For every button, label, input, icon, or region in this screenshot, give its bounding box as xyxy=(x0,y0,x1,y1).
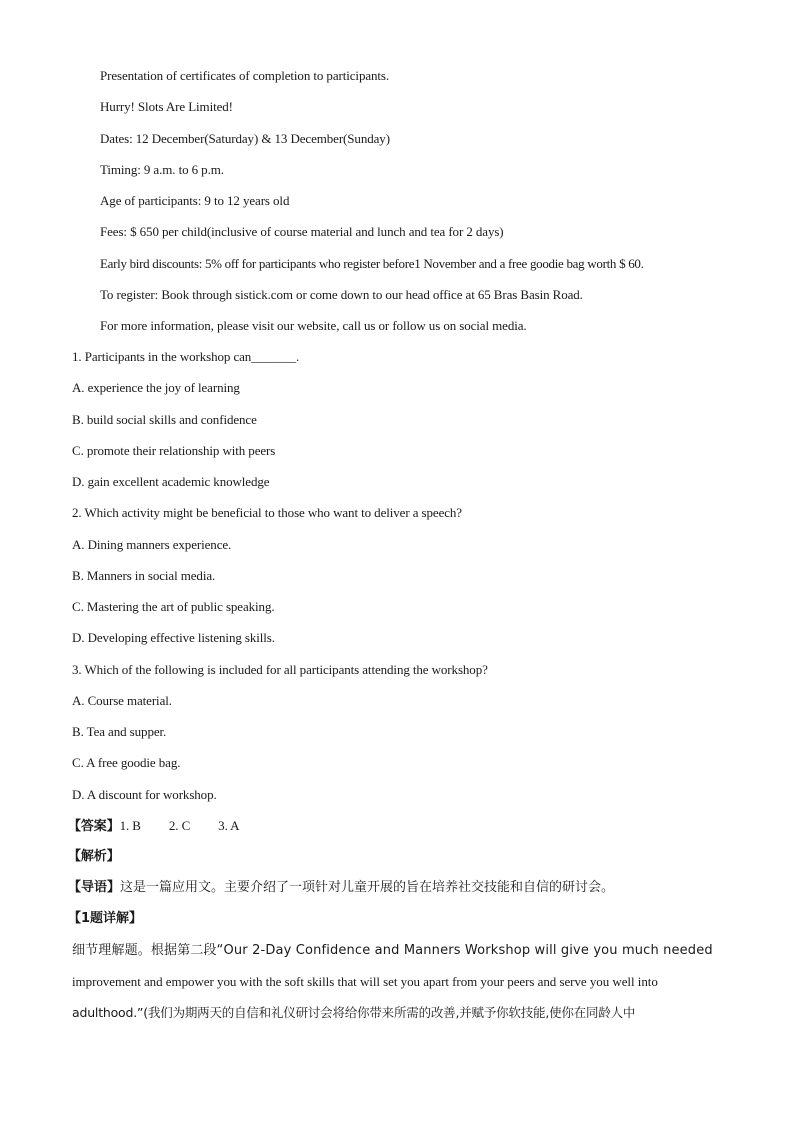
question-3-option-b: B. Tea and supper. xyxy=(72,724,167,739)
notice-hurry: Hurry! Slots Are Limited! xyxy=(100,99,233,114)
notice-timing: Timing: 9 a.m. to 6 p.m. xyxy=(100,162,224,177)
intro-text: 这是一篇应用文。主要介绍了一项针对儿童开展的旨在培养社交技能和自信的研讨会。 xyxy=(120,880,615,895)
q1-detail-line-1: 细节理解题。根据第二段“Our 2-Day Confidence and Manners Workshop will give you much needed xyxy=(72,943,713,958)
notice-early-bird: Early bird discounts: 5% off for participants who register before1 November and a free goodie bag worth $ 60. xyxy=(100,256,644,271)
question-1-option-c: C. promote their relationship with peers xyxy=(72,443,276,458)
answer-item-1: 1. B xyxy=(119,818,141,833)
intro-line xyxy=(68,880,614,896)
question-3-option-d: D. A discount for workshop. xyxy=(72,787,217,802)
question-1-option-b: B. build social skills and confidence xyxy=(72,412,257,427)
question-2-stem: 2. Which activity might be beneficial to those who want to deliver a speech? xyxy=(72,505,462,520)
notice-register: To register: Book through sistick.com or come down to our head office at 65 Bras Basin Road. xyxy=(100,287,583,302)
question-2-option-c: C. Mastering the art of public speaking. xyxy=(72,599,275,614)
notice-certificates: Presentation of certificates of completion to participants. xyxy=(100,68,390,83)
question-2-option-d: D. Developing effective listening skills. xyxy=(72,630,275,645)
q1-detail-line-2: improvement and empower you with the soft skills that will set you apart from your peers and serve you well into xyxy=(72,974,658,989)
intro-label: 【导语】 xyxy=(68,880,121,895)
question-1-option-a: A. experience the joy of learning xyxy=(72,380,240,395)
question-2-option-a: A. Dining manners experience. xyxy=(72,537,232,552)
notice-more-info: For more information, please visit our website, call us or follow us on social media. xyxy=(100,318,527,333)
answer-item-2: 2. C xyxy=(168,818,191,833)
notice-age: Age of participants: 9 to 12 years old xyxy=(100,193,290,208)
notice-dates: Dates: 12 December(Saturday) & 13 December(Sunday) xyxy=(100,131,390,146)
question-3-stem: 3. Which of the following is included for all participants attending the workshop? xyxy=(72,662,488,677)
question-1-stem: 1. Participants in the workshop can_______. xyxy=(72,349,300,364)
notice-fees: Fees: $ 650 per child(inclusive of course material and lunch and tea for 2 days) xyxy=(100,224,504,239)
question-1-option-d: D. gain excellent academic knowledge xyxy=(72,474,270,489)
question-3-option-c: C. A free goodie bag. xyxy=(72,755,181,770)
question-2-option-b: B. Manners in social media. xyxy=(72,568,216,583)
answer-line xyxy=(68,818,239,835)
analysis-label: 【解析】 xyxy=(68,849,120,864)
q1-detail-label: 【1题详解】 xyxy=(68,911,143,926)
question-3-option-a: A. Course material. xyxy=(72,693,172,708)
q1-detail-line-3: adulthood.”(我们为期两天的自信和礼仪研讨会将给你带来所需的改善,并赋予你软技能,使你在同龄人中 xyxy=(72,1005,636,1020)
answer-label: 【答案】 xyxy=(68,819,120,834)
answer-item-3: 3. A xyxy=(218,818,240,833)
